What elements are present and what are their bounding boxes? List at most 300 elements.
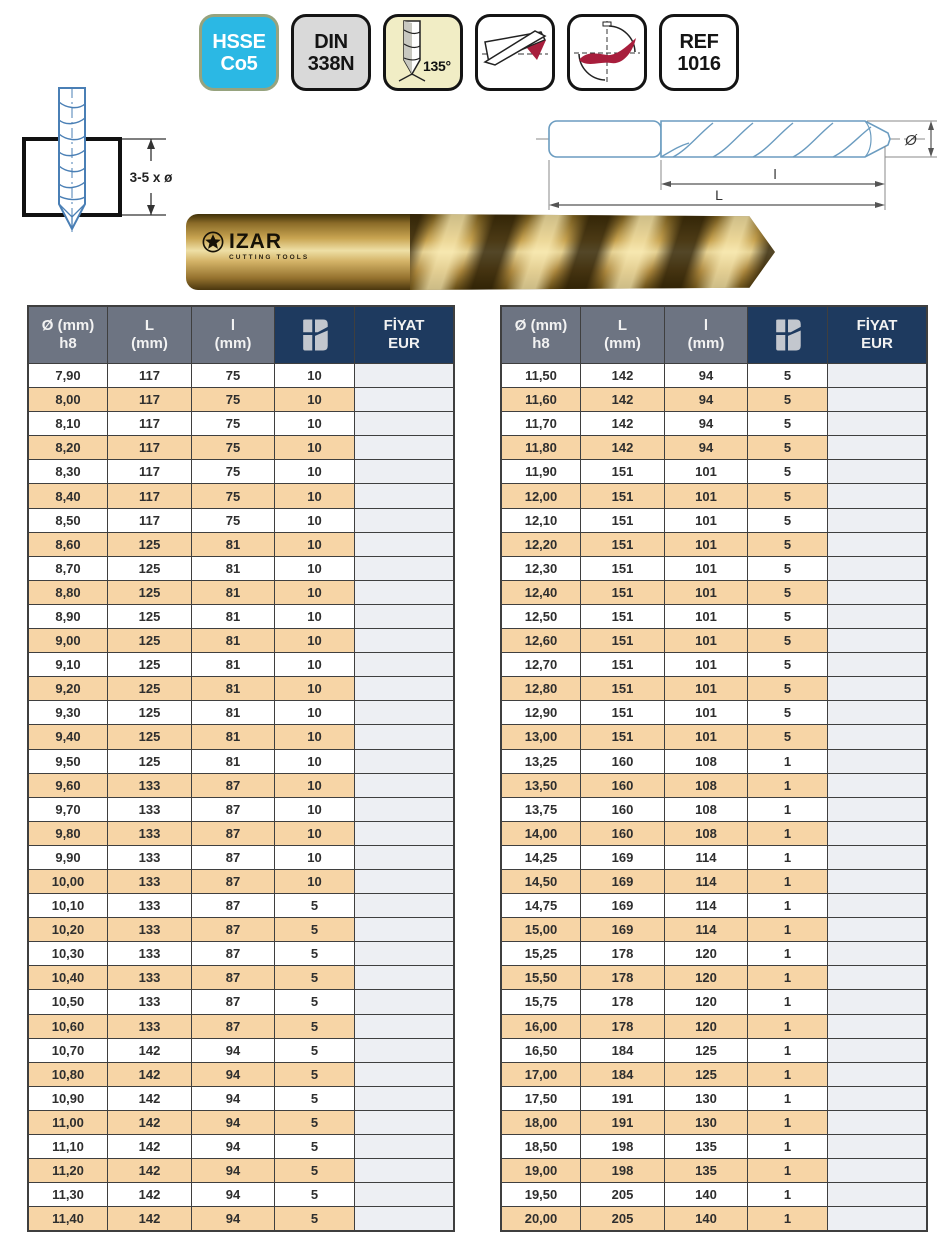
table-row — [29, 1086, 453, 1110]
table-row — [502, 845, 926, 869]
price-cell — [355, 1038, 453, 1062]
value-cell: 75 — [192, 459, 275, 483]
value-cell: 169 — [581, 917, 665, 941]
table-row — [29, 1062, 453, 1086]
value-cell: 15,00 — [502, 917, 581, 941]
value-cell: 5 — [748, 459, 828, 483]
value-cell: 14,00 — [502, 821, 581, 845]
value-cell: 8,20 — [29, 435, 108, 459]
value-cell: 11,00 — [29, 1110, 108, 1134]
table-row — [29, 1206, 453, 1230]
table-row — [29, 363, 453, 387]
table-row — [502, 483, 926, 507]
value-cell: 101 — [665, 676, 748, 700]
value-cell: 10 — [275, 435, 355, 459]
value-cell: 10 — [275, 411, 355, 435]
value-cell: 8,80 — [29, 580, 108, 604]
value-cell: 10,60 — [29, 1014, 108, 1038]
value-cell: 87 — [192, 989, 275, 1013]
table-header — [29, 307, 453, 363]
value-cell: 8,70 — [29, 556, 108, 580]
table-row — [502, 1134, 926, 1158]
value-cell: 142 — [581, 411, 665, 435]
value-cell: 125 — [108, 676, 192, 700]
badge-din-line1: DIN — [314, 30, 348, 53]
price-cell — [355, 435, 453, 459]
value-cell: 12,60 — [502, 628, 581, 652]
table-row — [502, 749, 926, 773]
header-text: L — [144, 317, 155, 335]
price-cell — [355, 387, 453, 411]
header-text: (mm) — [604, 335, 641, 352]
price-cell — [355, 676, 453, 700]
value-cell: 125 — [665, 1038, 748, 1062]
col-header-flute-length — [192, 307, 275, 363]
price-cell — [828, 508, 926, 532]
value-cell: 5 — [748, 700, 828, 724]
value-cell: 5 — [748, 580, 828, 604]
value-cell: 133 — [108, 821, 192, 845]
price-cell — [828, 1086, 926, 1110]
price-cell — [355, 941, 453, 965]
drilling-depth-diagram — [14, 86, 192, 236]
price-cell — [828, 532, 926, 556]
price-cell — [355, 1182, 453, 1206]
value-cell: 198 — [581, 1158, 665, 1182]
value-cell: 81 — [192, 628, 275, 652]
price-cell — [828, 1134, 926, 1158]
value-cell: 1 — [748, 1014, 828, 1038]
price-cell — [355, 411, 453, 435]
table-row — [502, 989, 926, 1013]
value-cell: 160 — [581, 797, 665, 821]
value-cell: 151 — [581, 580, 665, 604]
value-cell: 94 — [192, 1158, 275, 1182]
price-cell — [355, 917, 453, 941]
value-cell: 8,30 — [29, 459, 108, 483]
value-cell: 1 — [748, 1110, 828, 1134]
table-row — [502, 1038, 926, 1062]
table-row — [29, 604, 453, 628]
drill-photo — [186, 214, 775, 290]
value-cell: 9,90 — [29, 845, 108, 869]
value-cell: 10 — [275, 628, 355, 652]
value-cell: 125 — [108, 749, 192, 773]
value-cell: 94 — [192, 1062, 275, 1086]
value-cell: 87 — [192, 1014, 275, 1038]
value-cell: 10 — [275, 749, 355, 773]
value-cell: 169 — [581, 845, 665, 869]
value-cell: 142 — [108, 1110, 192, 1134]
table-row — [502, 604, 926, 628]
value-cell: 9,70 — [29, 797, 108, 821]
table-row — [29, 773, 453, 797]
value-cell: 81 — [192, 724, 275, 748]
value-cell: 5 — [275, 1158, 355, 1182]
table-row — [502, 508, 926, 532]
value-cell: 9,50 — [29, 749, 108, 773]
value-cell: 10,50 — [29, 989, 108, 1013]
value-cell: 10 — [275, 363, 355, 387]
value-cell: 1 — [748, 869, 828, 893]
value-cell: 5 — [275, 1206, 355, 1230]
value-cell: 10 — [275, 580, 355, 604]
value-cell: 18,50 — [502, 1134, 581, 1158]
price-cell — [828, 917, 926, 941]
value-cell: 1 — [748, 821, 828, 845]
value-cell: 87 — [192, 845, 275, 869]
price-cell — [355, 797, 453, 821]
value-cell: 10,20 — [29, 917, 108, 941]
package-icon — [768, 317, 808, 353]
price-cell — [828, 749, 926, 773]
table-row — [502, 435, 926, 459]
table-row — [29, 508, 453, 532]
value-cell: 142 — [108, 1038, 192, 1062]
value-cell: 120 — [665, 941, 748, 965]
col-header-price — [828, 307, 926, 363]
value-cell: 10,30 — [29, 941, 108, 965]
table-row — [502, 917, 926, 941]
value-cell: 5 — [748, 724, 828, 748]
value-cell: 94 — [665, 387, 748, 411]
package-icon — [295, 317, 335, 353]
table-row — [502, 1158, 926, 1182]
table-row — [29, 628, 453, 652]
value-cell: 8,50 — [29, 508, 108, 532]
value-cell: 151 — [581, 700, 665, 724]
brand-logo — [202, 231, 309, 261]
value-cell: 19,00 — [502, 1158, 581, 1182]
value-cell: 142 — [108, 1134, 192, 1158]
value-cell: 10 — [275, 532, 355, 556]
price-cell — [355, 1110, 453, 1134]
value-cell: 1 — [748, 1086, 828, 1110]
value-cell: 10 — [275, 797, 355, 821]
price-cell — [828, 965, 926, 989]
value-cell: 10 — [275, 869, 355, 893]
price-cell — [355, 556, 453, 580]
value-cell: 142 — [108, 1086, 192, 1110]
table-row — [29, 387, 453, 411]
value-cell: 10 — [275, 652, 355, 676]
value-cell: 5 — [275, 989, 355, 1013]
value-cell: 191 — [581, 1110, 665, 1134]
value-cell: 178 — [581, 965, 665, 989]
value-cell: 117 — [108, 483, 192, 507]
value-cell: 142 — [581, 387, 665, 411]
value-cell: 5 — [748, 556, 828, 580]
value-cell: 12,90 — [502, 700, 581, 724]
table-row — [29, 676, 453, 700]
header-text: EUR — [388, 335, 420, 352]
value-cell: 205 — [581, 1182, 665, 1206]
value-cell: 19,50 — [502, 1182, 581, 1206]
value-cell: 205 — [581, 1206, 665, 1230]
value-cell: 10,90 — [29, 1086, 108, 1110]
value-cell: 5 — [275, 1062, 355, 1086]
value-cell: 94 — [192, 1134, 275, 1158]
value-cell: 101 — [665, 556, 748, 580]
brand-tagline: CUTTING TOOLS — [229, 254, 310, 261]
col-header-total-length — [108, 307, 192, 363]
value-cell: 140 — [665, 1206, 748, 1230]
value-cell: 17,50 — [502, 1086, 581, 1110]
table-row — [29, 1134, 453, 1158]
table-row — [29, 797, 453, 821]
table-row — [29, 483, 453, 507]
price-cell — [355, 893, 453, 917]
price-table-left — [27, 305, 455, 1232]
value-cell: 114 — [665, 917, 748, 941]
value-cell: 125 — [108, 700, 192, 724]
badge-hsse-line2: Co5 — [220, 52, 258, 75]
value-cell: 114 — [665, 845, 748, 869]
value-cell: 94 — [192, 1206, 275, 1230]
value-cell: 87 — [192, 773, 275, 797]
value-cell: 151 — [581, 628, 665, 652]
price-cell — [828, 459, 926, 483]
table-row — [502, 797, 926, 821]
value-cell: 16,50 — [502, 1038, 581, 1062]
value-cell: 87 — [192, 941, 275, 965]
value-cell: 81 — [192, 749, 275, 773]
value-cell: 5 — [748, 387, 828, 411]
price-cell — [828, 724, 926, 748]
price-cell — [355, 532, 453, 556]
price-cell — [355, 459, 453, 483]
table-row — [29, 893, 453, 917]
price-cell — [355, 965, 453, 989]
svg-text:l: l — [773, 166, 777, 182]
price-cell — [828, 700, 926, 724]
value-cell: 5 — [275, 1134, 355, 1158]
table-row — [29, 1110, 453, 1134]
table-body — [502, 363, 926, 1230]
value-cell: 133 — [108, 869, 192, 893]
svg-text:3-5 x ø: 3-5 x ø — [129, 170, 173, 185]
value-cell: 133 — [108, 797, 192, 821]
value-cell: 12,20 — [502, 532, 581, 556]
value-cell: 10 — [275, 773, 355, 797]
value-cell: 12,70 — [502, 652, 581, 676]
value-cell: 151 — [581, 508, 665, 532]
value-cell: 101 — [665, 508, 748, 532]
value-cell: 142 — [108, 1206, 192, 1230]
svg-text:Ø: Ø — [905, 132, 917, 149]
price-cell — [828, 941, 926, 965]
price-cell — [828, 580, 926, 604]
value-cell: 13,00 — [502, 724, 581, 748]
value-cell: 135 — [665, 1134, 748, 1158]
value-cell: 81 — [192, 700, 275, 724]
table-row — [29, 965, 453, 989]
table-row — [502, 1206, 926, 1230]
value-cell: 5 — [748, 508, 828, 532]
value-cell: 13,75 — [502, 797, 581, 821]
price-cell — [828, 989, 926, 1013]
value-cell: 184 — [581, 1038, 665, 1062]
value-cell: 11,40 — [29, 1206, 108, 1230]
value-cell: 10 — [275, 821, 355, 845]
value-cell: 75 — [192, 435, 275, 459]
price-cell — [828, 1062, 926, 1086]
price-cell — [355, 1062, 453, 1086]
value-cell: 12,10 — [502, 508, 581, 532]
value-cell: 87 — [192, 965, 275, 989]
col-header-flute-length — [665, 307, 748, 363]
col-header-pack — [275, 307, 355, 363]
table-row — [502, 941, 926, 965]
value-cell: 178 — [581, 989, 665, 1013]
value-cell: 1 — [748, 941, 828, 965]
value-cell: 160 — [581, 821, 665, 845]
value-cell: 9,00 — [29, 628, 108, 652]
table-row — [502, 1086, 926, 1110]
price-cell — [355, 869, 453, 893]
value-cell: 20,00 — [502, 1206, 581, 1230]
table-row — [502, 700, 926, 724]
table-row — [29, 556, 453, 580]
table-row — [29, 652, 453, 676]
table-header — [502, 307, 926, 363]
value-cell: 133 — [108, 893, 192, 917]
header-text: L — [617, 317, 628, 335]
value-cell: 117 — [108, 508, 192, 532]
value-cell: 140 — [665, 1182, 748, 1206]
value-cell: 10 — [275, 700, 355, 724]
table-row — [29, 1182, 453, 1206]
table-row — [29, 435, 453, 459]
table-row — [29, 821, 453, 845]
price-cell — [828, 1038, 926, 1062]
value-cell: 5 — [275, 1038, 355, 1062]
value-cell: 101 — [665, 628, 748, 652]
value-cell: 101 — [665, 483, 748, 507]
badge-hsse-line1: HSSE — [212, 30, 266, 53]
price-cell — [828, 628, 926, 652]
value-cell: 1 — [748, 893, 828, 917]
value-cell: 17,00 — [502, 1062, 581, 1086]
table-row — [502, 965, 926, 989]
value-cell: 8,00 — [29, 387, 108, 411]
value-cell: 8,40 — [29, 483, 108, 507]
value-cell: 142 — [108, 1158, 192, 1182]
badge-tip-angle — [383, 14, 463, 91]
value-cell: 101 — [665, 604, 748, 628]
value-cell: 10 — [275, 604, 355, 628]
value-cell: 87 — [192, 869, 275, 893]
price-cell — [355, 989, 453, 1013]
price-cell — [355, 1206, 453, 1230]
value-cell: 10,80 — [29, 1062, 108, 1086]
table-row — [502, 1014, 926, 1038]
value-cell: 151 — [581, 459, 665, 483]
header-text: Ø (mm) — [41, 317, 95, 335]
value-cell: 11,80 — [502, 435, 581, 459]
badge-ref-line2: 1016 — [677, 52, 721, 75]
price-cell — [355, 652, 453, 676]
value-cell: 9,60 — [29, 773, 108, 797]
value-cell: 94 — [192, 1182, 275, 1206]
value-cell: 198 — [581, 1134, 665, 1158]
value-cell: 101 — [665, 652, 748, 676]
value-cell: 14,25 — [502, 845, 581, 869]
value-cell: 11,50 — [502, 363, 581, 387]
value-cell: 15,75 — [502, 989, 581, 1013]
price-cell — [828, 1110, 926, 1134]
table-row — [29, 941, 453, 965]
header-text: FİYAT — [856, 317, 898, 335]
table-row — [502, 676, 926, 700]
value-cell: 117 — [108, 363, 192, 387]
col-header-total-length — [581, 307, 665, 363]
value-cell: 125 — [108, 724, 192, 748]
price-cell — [355, 724, 453, 748]
value-cell: 11,20 — [29, 1158, 108, 1182]
table-row — [502, 1182, 926, 1206]
value-cell: 10,00 — [29, 869, 108, 893]
value-cell: 117 — [108, 387, 192, 411]
value-cell: 1 — [748, 917, 828, 941]
price-cell — [355, 1158, 453, 1182]
table-row — [29, 532, 453, 556]
point-angle-135-icon — [387, 18, 459, 88]
header-text: FİYAT — [383, 317, 425, 335]
value-cell: 81 — [192, 604, 275, 628]
value-cell: 178 — [581, 1014, 665, 1038]
price-cell — [355, 700, 453, 724]
value-cell: 120 — [665, 1014, 748, 1038]
col-header-diameter — [502, 307, 581, 363]
value-cell: 5 — [275, 893, 355, 917]
value-cell: 101 — [665, 700, 748, 724]
value-cell: 12,40 — [502, 580, 581, 604]
value-cell: 8,10 — [29, 411, 108, 435]
svg-text:135°: 135° — [423, 57, 451, 74]
value-cell: 169 — [581, 869, 665, 893]
value-cell: 125 — [108, 628, 192, 652]
table-row — [502, 652, 926, 676]
value-cell: 142 — [581, 363, 665, 387]
table-row — [502, 580, 926, 604]
value-cell: 1 — [748, 1134, 828, 1158]
value-cell: 5 — [275, 1014, 355, 1038]
value-cell: 12,80 — [502, 676, 581, 700]
table-row — [502, 1062, 926, 1086]
value-cell: 151 — [581, 604, 665, 628]
value-cell: 178 — [581, 941, 665, 965]
value-cell: 108 — [665, 821, 748, 845]
table-row — [502, 556, 926, 580]
value-cell: 133 — [108, 773, 192, 797]
svg-text:L: L — [715, 187, 723, 203]
value-cell: 5 — [275, 1182, 355, 1206]
value-cell: 1 — [748, 1158, 828, 1182]
value-cell: 10 — [275, 483, 355, 507]
price-cell — [828, 773, 926, 797]
value-cell: 184 — [581, 1062, 665, 1086]
price-cell — [355, 1014, 453, 1038]
value-cell: 10,40 — [29, 965, 108, 989]
value-cell: 120 — [665, 965, 748, 989]
value-cell: 135 — [665, 1158, 748, 1182]
value-cell: 125 — [108, 532, 192, 556]
value-cell: 125 — [108, 580, 192, 604]
value-cell: 10,70 — [29, 1038, 108, 1062]
value-cell: 8,90 — [29, 604, 108, 628]
value-cell: 1 — [748, 797, 828, 821]
